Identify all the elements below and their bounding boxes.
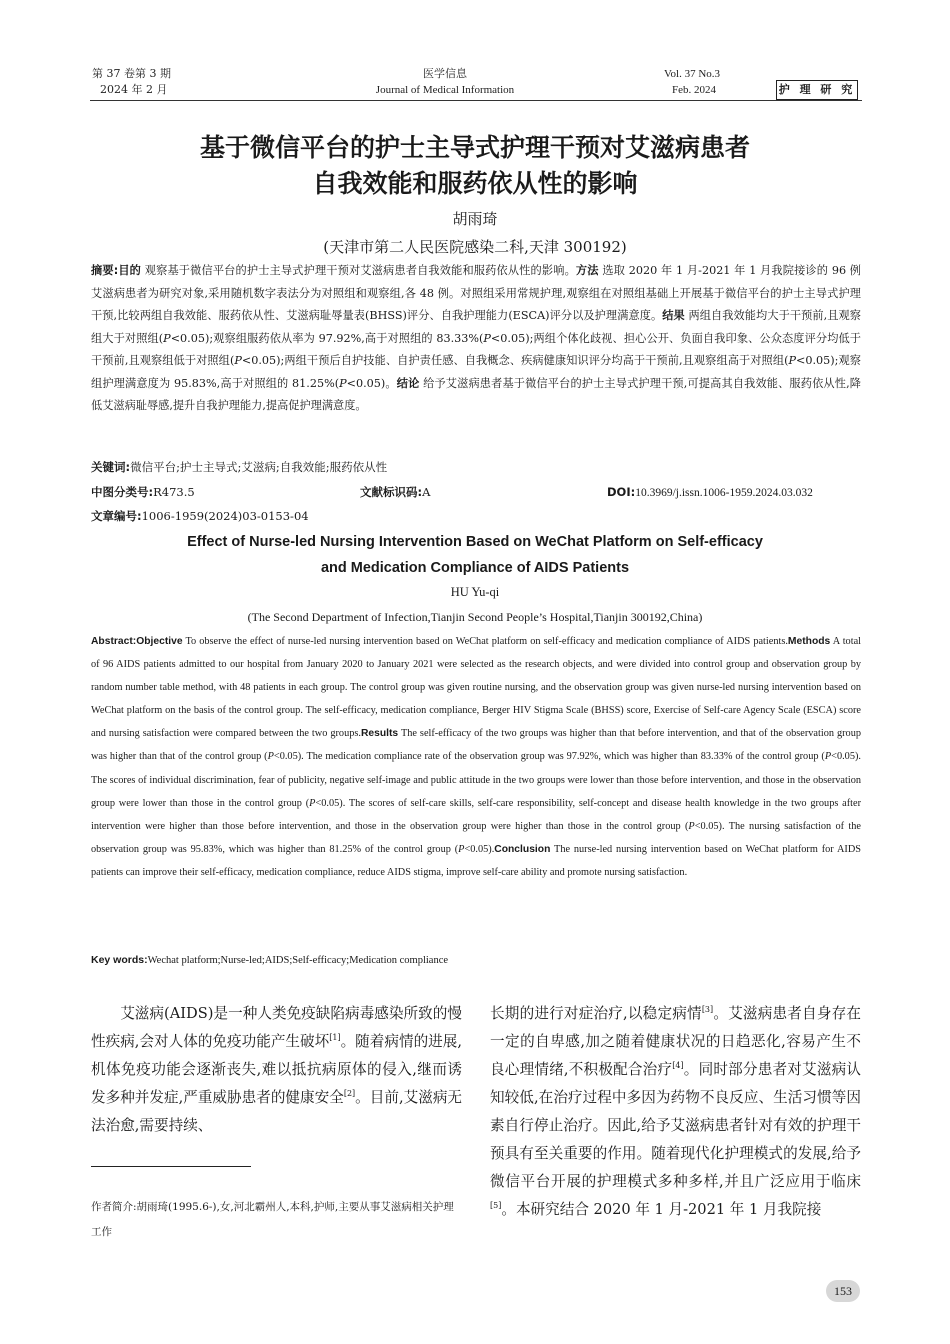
keywords-cn: 关键词:微信平台;护士主导式;艾滋病;自我效能;服药依从性	[91, 460, 388, 474]
footnote-rule	[91, 1166, 251, 1167]
author-en: HU Yu-qi	[450, 585, 500, 599]
title-cn-line1: 基于微信平台的护士主导式护理干预对艾滋病患者	[199, 133, 750, 162]
abstract-cn: 摘要:目的 观察基于微信平台的护士主导式护理干预对艾滋病患者自我效能和服药依从性的影响。方法 选取 2020 年 1 月-2021 年 1 月我院接诊的 96 例艾滋病患者为研究对象,采用随机数字表法分为对照组和观察组,各 48 例。对照组采用常规护理,观察组在对照组基础上开展基于微信平台的护士主导式护理干预,比较两组自我效能、服药依从性、艾滋病耻辱量表(BHSS)评分、自我护理能力(ESCA)评分以及护理满意度。结果 两组自我效能均大于干预前,且观察组大于对照组(P<0.05);观察组服药依从率为 97.92%,高于对照组的 83.33%(P<0.05);两组个体化歧视、担心公开、负面自我印象、公众态度评分均低于干预前,且观察组低于对照组(P<0.05);两组干预后自护技能、自护责任感、自我概念、疾病健康知识评分均高于干预前,且观察组高于对照组(P<0.05);观察组护理满意度为 95.83%,高于对照组的 81.25%(P<0.05)。结论 给予艾滋病患者基于微信平台的护士主导式护理干预,可提高其自我效能、服药依从性,降低艾滋病耻辱感,提升自我护理能力,提高促护理满意度。	[91, 264, 861, 412]
title-en-line1: Effect of Nurse-led Nursing Intervention Based on WeChat Platform on Self-efficacy	[187, 534, 763, 550]
meta-clc: 中图分类号:R473.5	[91, 485, 195, 499]
body-left-column: 艾滋病(AIDS)是一种人类免疫缺陷病毒感染所致的慢性疾病,会对人体的免疫功能产生破坏[1]。随着病情的进展,机体免疫功能会逐渐丧失,难以抵抗病原体的侵入,继而诱发多种并发症,严重威胁患者的健康安全[2]。目前,艾滋病无法治愈,需要持续、	[91, 1005, 463, 1134]
affiliation-cn: (天津市第二人民医院感染二科,天津 300192)	[323, 238, 627, 256]
affiliation-en: (The Second Department of Infection,Tianjin Second People’s Hospital,Tianjin 300192,China)	[247, 610, 703, 624]
keywords-en: Key words:Wechat platform;Nurse-led;AIDS;Self-efficacy;Medication compliance	[91, 954, 449, 966]
author-footnote: 作者简介:胡雨琦(1995.6-),女,河北霸州人,本科,护师,主要从事艾滋病相关护理工作	[91, 1201, 454, 1238]
meta-doc-code: 文献标识码:A	[360, 485, 431, 499]
meta-article-no: 文章编号:1006-1959(2024)03-0153-04	[91, 509, 309, 523]
meta-doi: DOI:10.3969/j.issn.1006-1959.2024.03.032	[607, 485, 813, 499]
section-label-badge: 护 理 研 究	[776, 80, 858, 100]
author-cn: 胡雨琦	[452, 210, 498, 228]
header-rule	[90, 100, 862, 101]
title-en-line2: and Medication Compliance of AIDS Patients	[320, 560, 630, 576]
header-journal: 医学信息 Journal of Medical Information	[375, 67, 515, 96]
header-volume-cn: 第 37 卷第 3 期 2024 年 2 月	[92, 67, 171, 96]
title-cn-line2: 自我效能和服药依从性的影响	[312, 169, 638, 198]
abstract-en: Abstract:Objective To observe the effect of nurse-led nursing intervention based on WeChat platform on self-efficacy and medication compliance of AIDS patients.Methods A total of 96 AIDS patients admitted to our hospital from January 2020 to January 2021 were selected as the research objects, and were divided into control group and observation group by random number table method, with 48 patients in each group. The control group was given routine nursing, and the observation group was given nurse-led nursing intervention based on WeChat platform on the basis of the control group. The self-efficacy, medication compliance, Berger HIV Stigma Scale (BHSS) score, Exercise of Self-care Agency Scale (ESCA) score and nursing satisfaction were compared between the two groups.Results The self-efficacy of the two groups was higher than that before intervention, and that of the observation group was higher than that of the control group (P<0.05). The medication compliance rate of the observation group was 97.92%, which was higher than 83.33% of the control group (P<0.05). The scores of individual discrimination, fear of publicity, negative self-image and public attitude in the two groups were lower than those before intervention, and those in the observation group were lower than those in the control group (P<0.05). The scores of self-care skills, self-care responsibility, self-concept and disease health knowledge in the two groups after intervention were higher than those before intervention, and those in the observation group were higher than those in the control group (P<0.05). The nursing satisfaction of the observation group was 95.83%, which was higher than 81.25% of the control group (P<0.05).Conclusion The nurse-led nursing intervention based on WeChat platform for AIDS patients can improve their self-efficacy, medication compliance, reduce AIDS stigma, improve self-care ability and promote nursing satisfaction.	[91, 636, 862, 878]
body-right-column: 长期的进行对症治疗,以稳定病情[3]。艾滋病患者自身存在一定的自卑感,加之随着健康状况的日趋恶化,容易产生不良心理情绪,不积极配合治疗[4]。同时部分患者对艾滋病认知较低,在治疗过程中多因为药物不良反应、生活习惯等因素自行停止治疗。因此,给予艾滋病患者针对有效的护理干预具有至关重要的作用。随着现代化护理模式的发展,给予微信平台开展的护理模式多种多样,并且广泛应用于临床[5]。本研究结合 2020 年 1 月-2021 年 1 月我院接	[490, 1005, 862, 1218]
header-volume-en: Vol. 37 No.3 Feb. 2024	[664, 68, 721, 96]
page-number: 153	[826, 1280, 860, 1302]
